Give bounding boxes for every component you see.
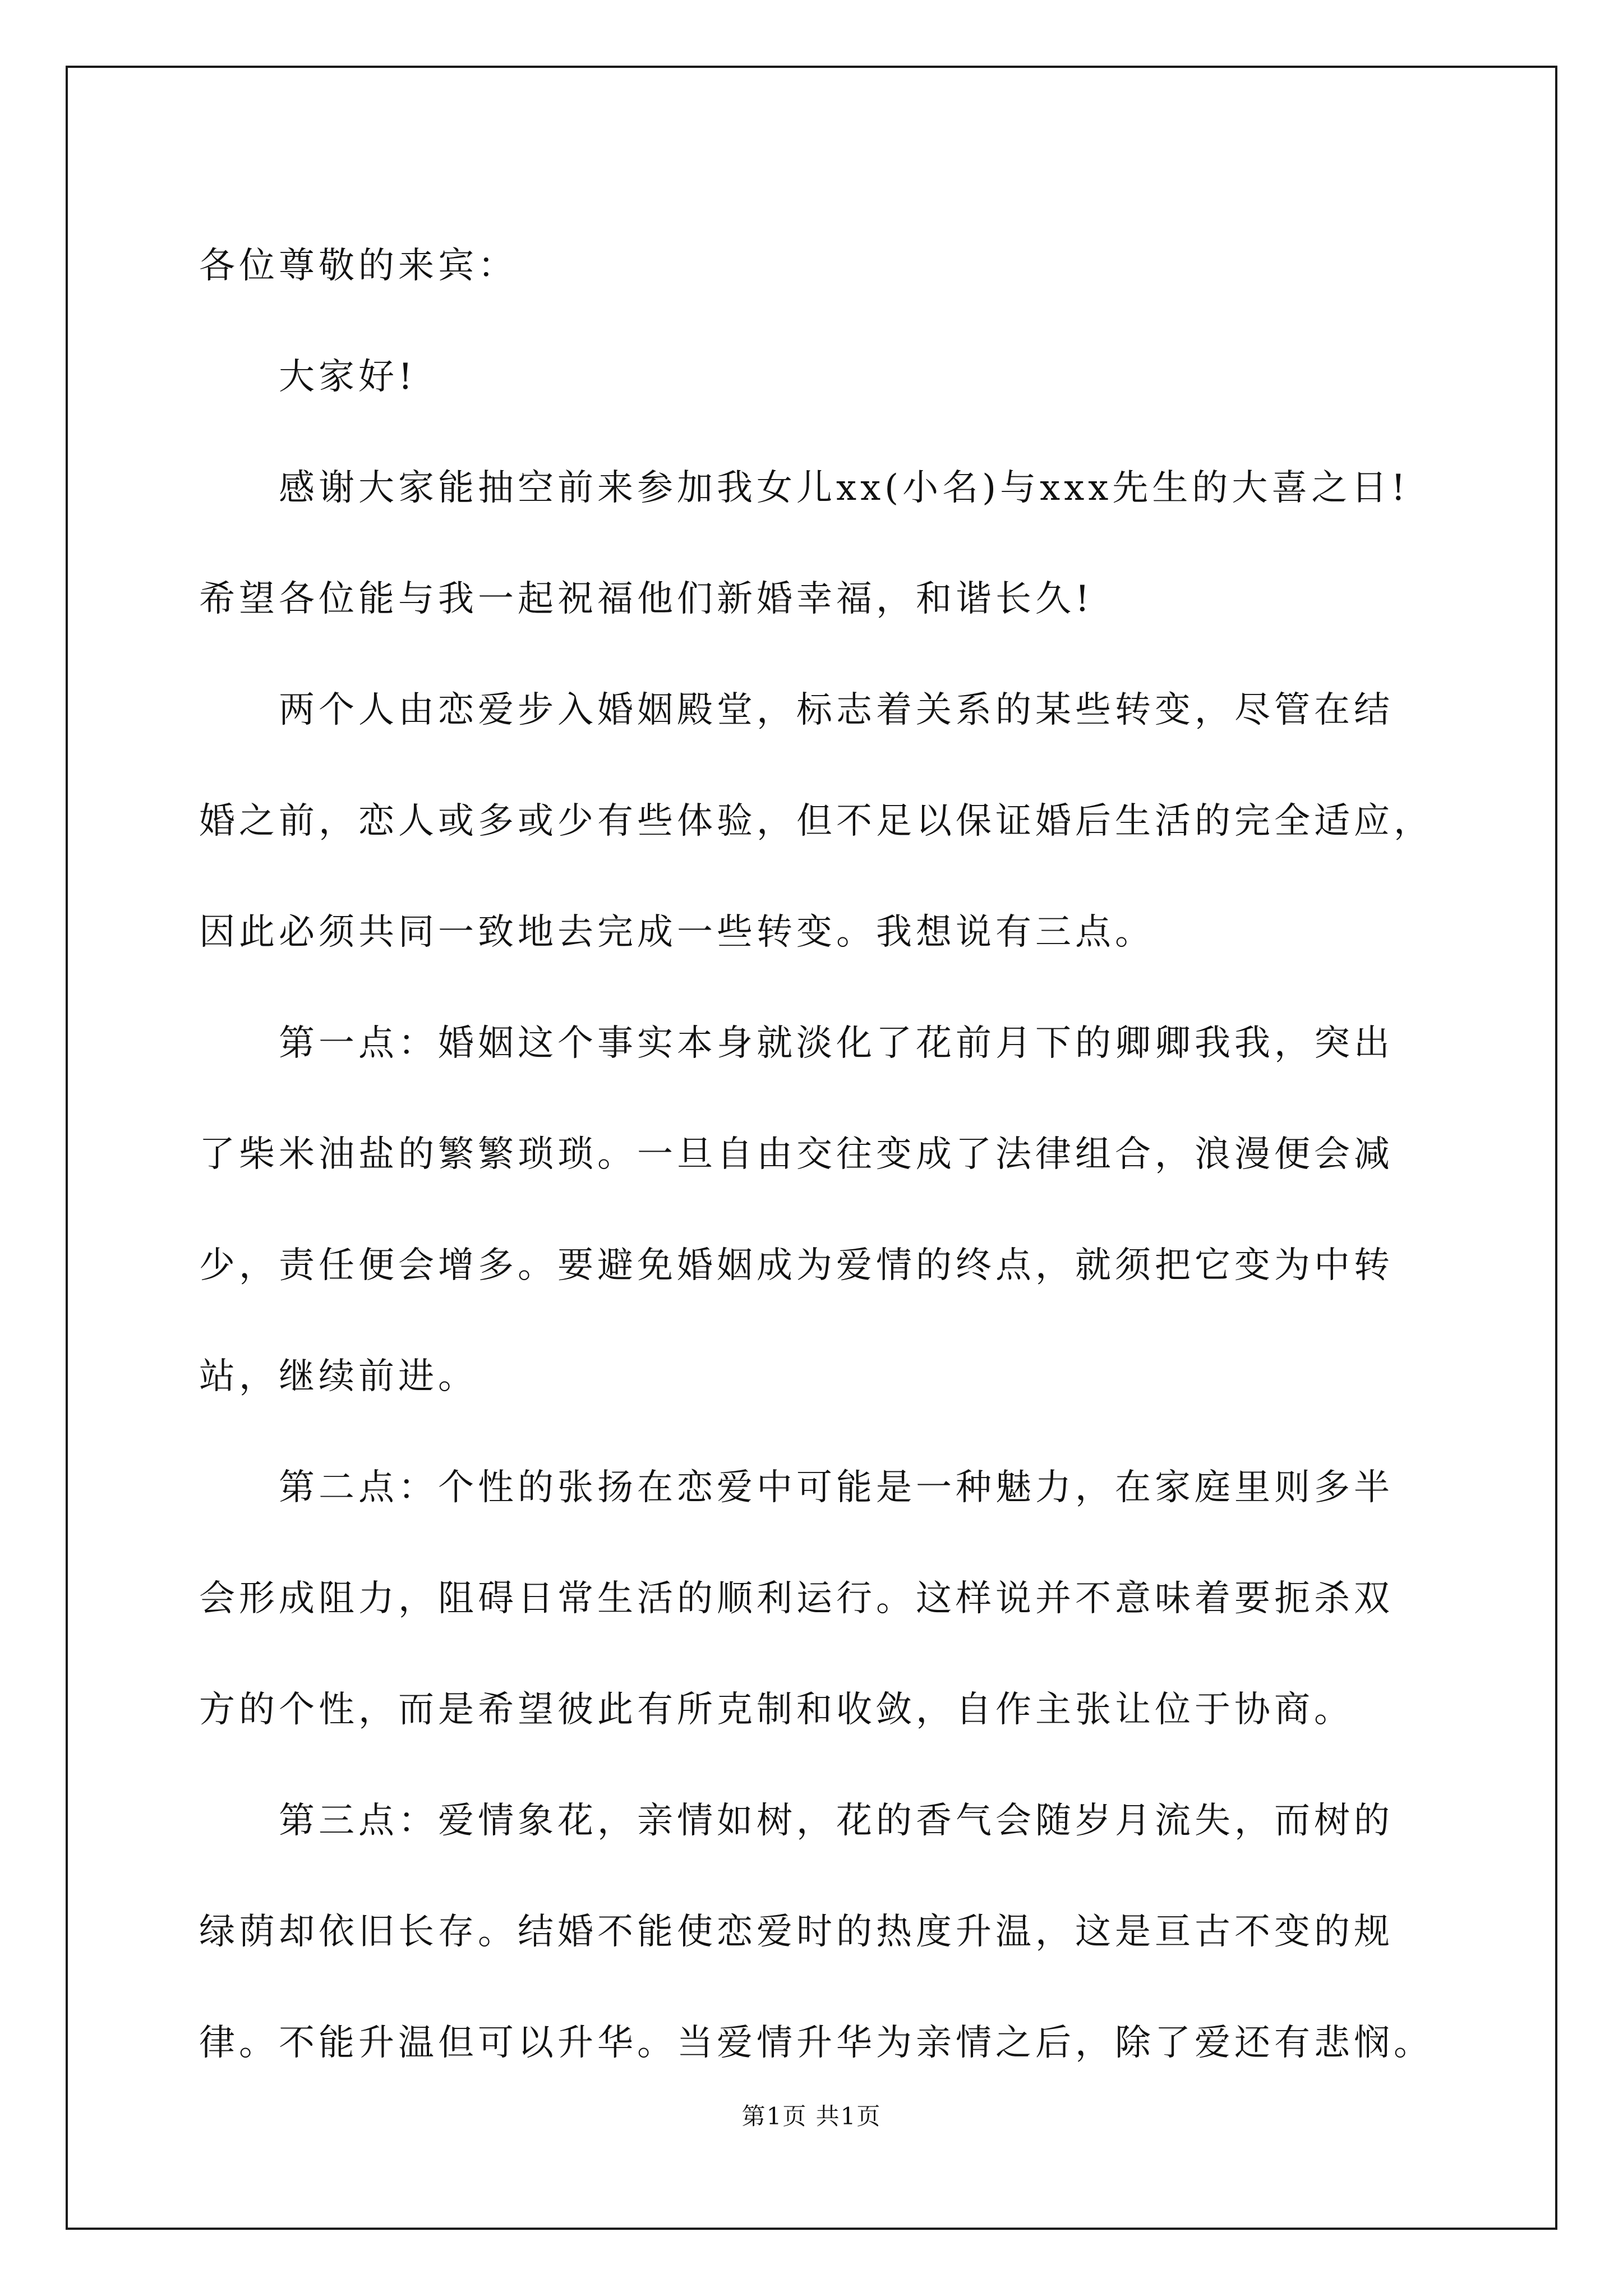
paragraph-5-line-3: 律。不能升温但可以升华。当爱情升华为亲情之后，除了爱还有悲悯。 [199,2022,1433,2064]
paragraph-1-line-2: 希望各位能与我一起祝福他们新婚幸福，和谐长久! [199,578,1094,620]
salutation: 各位尊敬的来宾： [199,245,518,287]
paragraph-3-line-3: 少，责任便会增多。要避免婚姻成为爱情的终点，就须把它变为中转 [199,1245,1394,1286]
paragraph-2-line-1: 两个人由恋爱步入婚姻殿堂，标志着关系的某些转变，尽管在结 [279,689,1394,731]
paragraph-1-line-1: 感谢大家能抽空前来参加我女儿xx(小名)与xxx先生的大喜之日! [279,467,1410,509]
paragraph-3-line-2: 了柴米油盐的繁繁琐琐。一旦自由交往变成了法律组合，浪漫便会减 [199,1134,1394,1175]
paragraph-4-line-1: 第二点：个性的张扬在恋爱中可能是一种魅力，在家庭里则多半 [279,1467,1394,1508]
paragraph-5-line-1: 第三点：爱情象花，亲情如树，花的香气会随岁月流失，而树的 [279,1800,1394,1842]
paragraph-3-line-1: 第一点：婚姻这个事实本身就淡化了花前月下的卿卿我我，突出 [279,1023,1394,1064]
paragraph-3-line-4: 站，继续前进。 [199,1356,478,1397]
paragraph-2-line-2: 婚之前，恋人或多或少有些体验，但不足以保证婚后生活的完全适应， [199,800,1433,842]
paragraph-5-line-2: 绿荫却依旧长存。结婚不能使恋爱时的热度升温，这是亘古不变的规 [199,1911,1394,1953]
paragraph-4-line-3: 方的个性，而是希望彼此有所克制和收敛，自作主张让位于协商。 [199,1689,1354,1731]
page-number-footer: 第1页 共1页 [741,2102,882,2130]
paragraph-4-line-2: 会形成阻力，阻碍日常生活的顺利运行。这样说并不意味着要扼杀双 [199,1578,1394,1619]
document-body [199,210,1438,2099]
greeting: 大家好! [279,356,417,398]
paragraph-2-line-3: 因此必须共同一致地去完成一些转变。我想说有三点。 [199,912,1155,953]
